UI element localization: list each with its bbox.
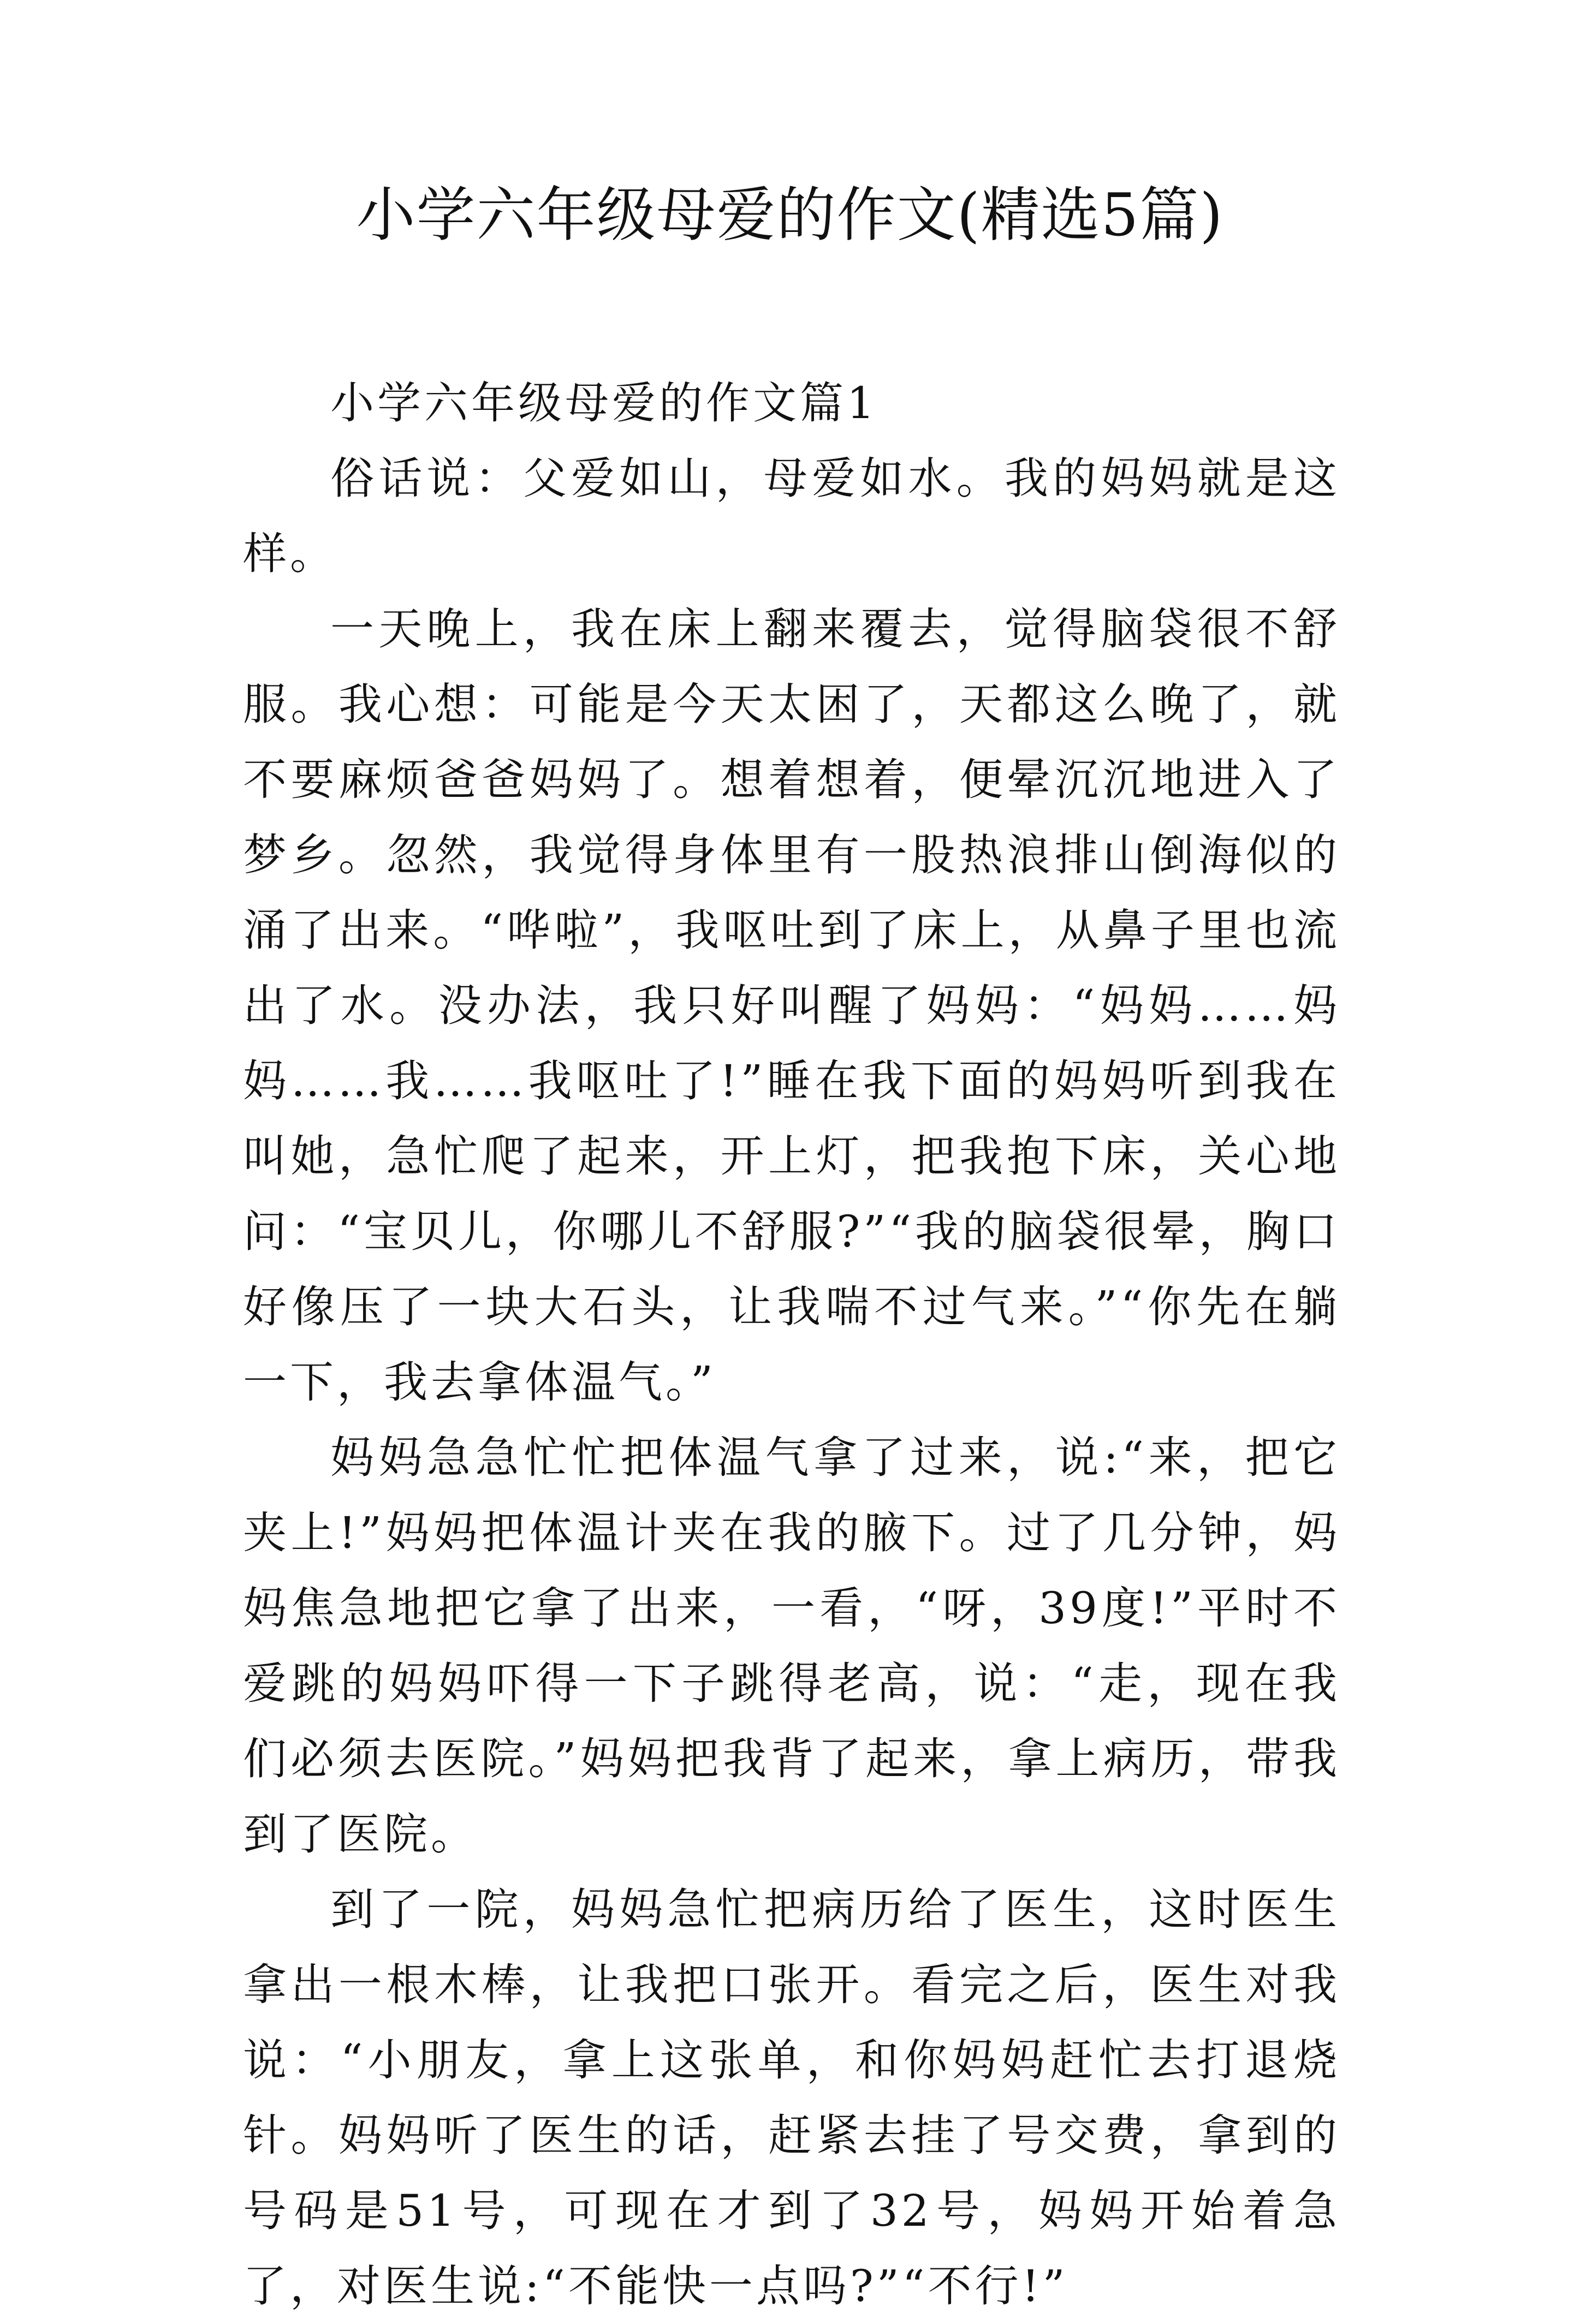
section-heading: 小学六年级母爱的作文篇1 — [330, 378, 878, 428]
document-body — [243, 366, 1340, 2324]
paragraph: 一天晚上，我在床上翻来覆去，觉得脑袋很不舒服。我心想：可能是今天太困了，天都这么晚了，就不要麻烦爸爸妈妈了。想着想着，便晕沉沉地进入了梦乡。忽然，我觉得身体里有一股热浪排山倒海似的涌了出来。“哗啦”，我呕吐到了床上，从鼻子里也流出了水。没办法，我只好叫醒了妈妈：“妈妈……妈妈……我……我呕吐了!”睡在我下面的妈妈听到我在叫她，急忙爬了起来，开上灯，把我抱下床，关心地问：“宝贝儿，你哪儿不舒服?”“我的脑袋很晕，胸口好像压了一块大石头，让我喘不过气来。”“你先在躺一下，我去拿体温气。” — [243, 604, 1340, 1408]
paragraph: 到了一院，妈妈急忙把病历给了医生，这时医生拿出一根木棒，让我把口张开。看完之后，医生对我说：“小朋友，拿上这张单，和你妈妈赶忙去打退烧针。妈妈听了医生的话，赶紧去挂了号交费，拿到的号码是51号，可现在才到了32号，妈妈开始着急了，对医生说:“不能快一点吗?”“不行!” — [243, 1884, 1340, 2311]
paragraph: 俗话说：父爱如山，母爱如水。我的妈妈就是这样。 — [243, 453, 1340, 579]
paragraph: 妈妈急急忙忙把体温气拿了过来，说:“来，把它夹上!”妈妈把体温计夹在我的腋下。过了几分钟，妈妈焦急地把它拿了出来，一看，“呀，39度!”平时不爱跳的妈妈吓得一下子跳得老高，说：“走，现在我们必须去医院。”妈妈把我背了起来，拿上病历，带我到了医院。 — [243, 1432, 1340, 1860]
document-title: 小学六年级母爱的作文(精选5篇) — [356, 181, 1224, 249]
